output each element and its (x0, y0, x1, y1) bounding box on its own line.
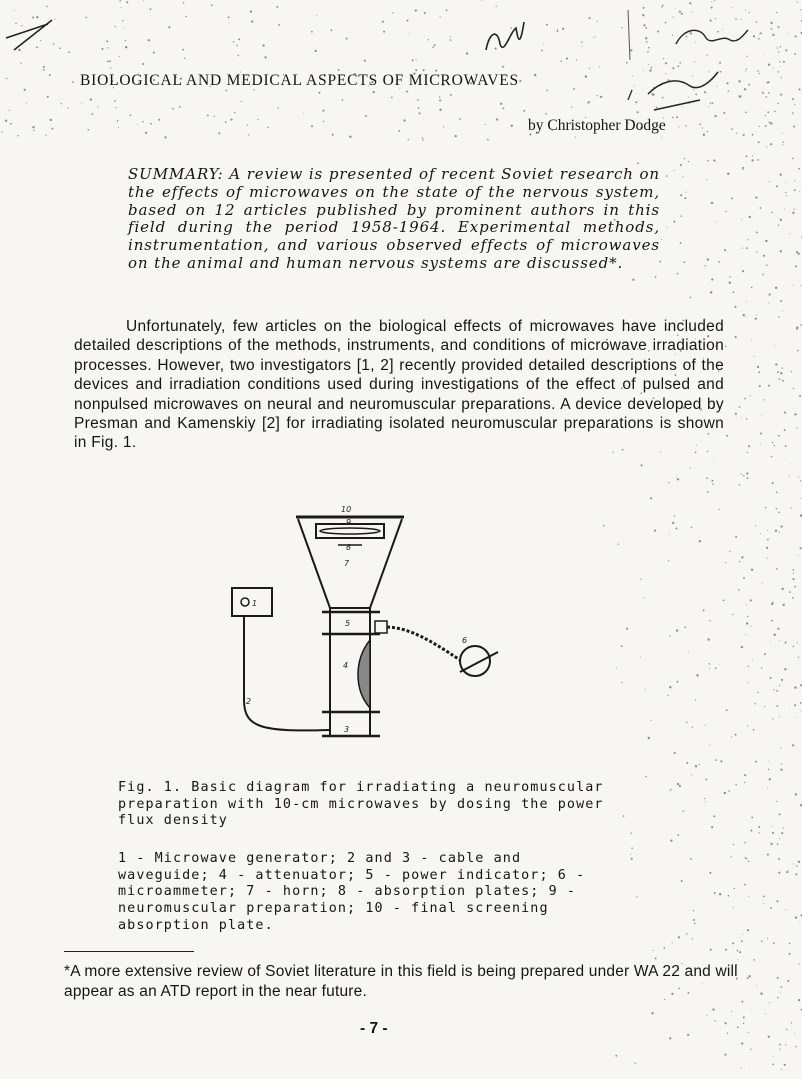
attenuator (358, 640, 370, 708)
label-1: 1 (252, 599, 258, 608)
label-10: 10 (341, 505, 352, 514)
summary-abstract: SUMMARY: A review is presented of recent Soviet research on the effects of microwaves on the state of the nervous system, based on 12 articles published by prominent authors in this field during the period 1958-1964. Experimental methods, instrumentation, and various observed effects of microwaves on the animal and human nervous systems are discussed*. (128, 165, 660, 272)
label-5: 5 (345, 619, 351, 628)
label-3: 3 (344, 725, 350, 734)
figure-caption: Fig. 1. Basic diagram for irradiating a neuromuscular preparation with 10-cm microwaves by dosing the power flux density (118, 780, 604, 829)
label-7: 7 (344, 559, 350, 568)
cable (244, 616, 330, 730)
page-number: - 7 - (360, 1020, 388, 1037)
power-indicator (375, 621, 387, 633)
indicator-cable (387, 627, 460, 660)
footnote: *A more extensive review of Soviet literature in this field is being prepared under WA 22 and will appear as an ATD report in the near future. (64, 963, 738, 1000)
footnote-rule (64, 951, 194, 952)
label-4: 4 (343, 661, 349, 670)
horn (298, 519, 402, 608)
label-8: 8 (346, 543, 352, 552)
body-paragraph: Unfortunately, few articles on the biological effects of microwaves have included detailed descriptions of the methods, instruments, and conditions of microwave irradiation processes. However, two investigators [1, 2] recently provided detailed descriptions of the devices and irradiation conditions used during investigations of the effect of pulsed and nonpulsed microwaves on neural and neuromuscular preparations. A device developed by Presman and Kamenskiy [2] for irradiating isolated neuromuscular preparations is shown in Fig. 1. (74, 318, 724, 452)
figure-legend: 1 - Microwave generator; 2 and 3 - cable and waveguide; 4 - attenuator; 5 - power indicator; 6 - microammeter; 7 - horn; 8 - absorption plates; 9 - neuromuscular preparation; 10 - final screening absorption plate. (118, 851, 586, 933)
author-byline: by Christopher Dodge (528, 117, 666, 134)
document-title: BIOLOGICAL AND MEDICAL ASPECTS OF MICROWAVES (80, 72, 519, 89)
label-2: 2 (246, 697, 252, 706)
microammeter (460, 646, 490, 676)
label-6: 6 (462, 636, 468, 645)
label-9: 9 (346, 518, 352, 527)
